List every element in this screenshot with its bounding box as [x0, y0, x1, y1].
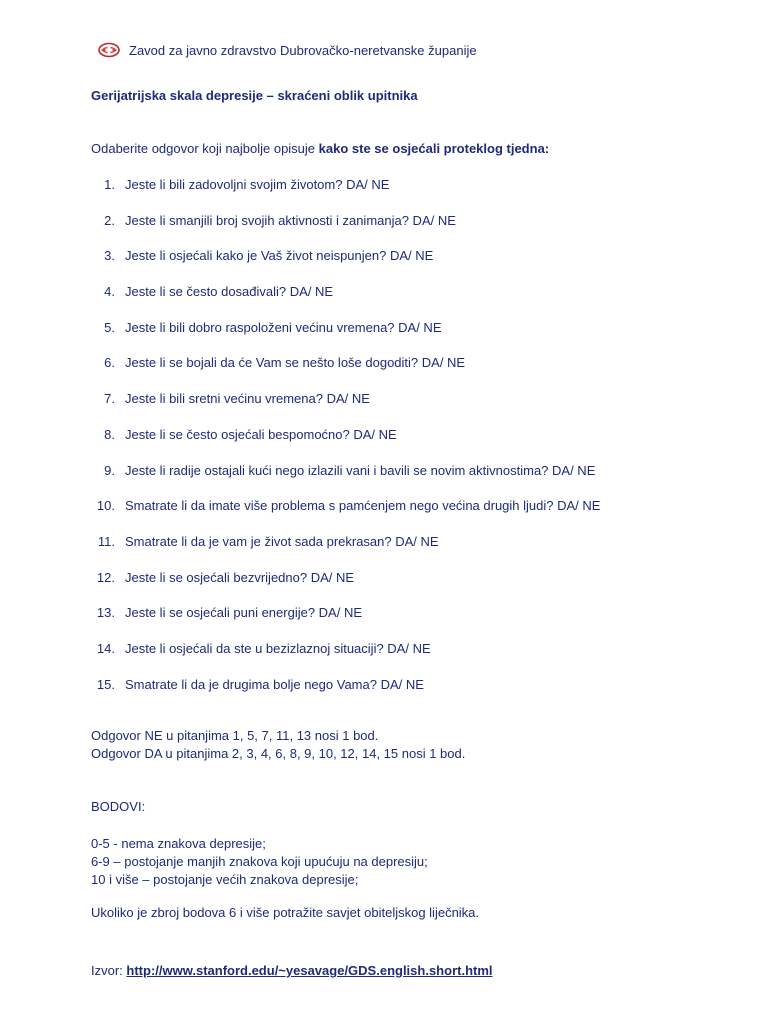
question-text: Jeste li se osjećali bezvrijedno? DA/ NE — [125, 569, 355, 585]
question-text: Jeste li osjećali kako je Vaš život neispunjen? DA/ NE — [125, 248, 434, 264]
instruction-text — [91, 141, 549, 156]
question-item — [91, 640, 600, 676]
question-item — [91, 283, 600, 319]
score-range: 10 i više – postojanje većih znakova depresije; — [91, 872, 359, 887]
scoring-rule-da: Odgovor DA u pitanjima 2, 3, 4, 6, 8, 9, 10, 12, 14, 15 nosi 1 bod. — [91, 746, 466, 761]
question-text: Jeste li bili sretni većinu vremena? DA/ NE — [125, 391, 370, 407]
question-item — [91, 426, 600, 462]
institution-name: Zavod za javno zdravstvo Dubrovačko-neretvanske županije — [129, 42, 477, 58]
question-number: 10. — [96, 498, 115, 514]
question-item — [91, 319, 600, 355]
question-text: Jeste li radije ostajali kući nego izlazili vani i bavili se novim aktivnostima? DA/ NE — [125, 462, 596, 478]
question-item — [91, 497, 600, 533]
score-range: 0-5 - nema znakova depresije; — [91, 836, 266, 851]
question-number: 14. — [96, 640, 115, 656]
question-number: 15. — [96, 676, 115, 692]
score-range: 6-9 – postojanje manjih znakova koji upućuju na depresiju; — [91, 854, 428, 869]
question-item — [91, 604, 600, 640]
question-text: Smatrate li da imate više problema s pamćenjem nego većina drugih ljudi? DA/ NE — [125, 498, 601, 514]
question-text: Jeste li bili zadovoljni svojim životom? DA/ NE — [125, 177, 390, 192]
question-item — [91, 247, 600, 283]
question-item — [91, 462, 600, 498]
question-item — [91, 533, 600, 569]
question-number: 13. — [96, 605, 115, 621]
source-line — [91, 963, 493, 978]
question-text: Jeste li se često osjećali bespomoćno? DA/ NE — [125, 426, 397, 442]
institute-logo-icon — [98, 42, 120, 58]
source-label: Izvor: — [91, 963, 127, 978]
question-number: 4. — [104, 284, 115, 300]
points-heading: BODOVI: — [91, 799, 146, 814]
instruction-emphasis: kako ste se osjećali proteklog tjedna: — [318, 141, 550, 156]
question-text: Jeste li bili dobro raspoloženi većinu vremena? DA/ NE — [125, 319, 442, 335]
source-link[interactable]: http://www.stanford.edu/~yesavage/GDS.english.short.html — [126, 963, 493, 978]
question-list — [91, 176, 600, 711]
question-text: Jeste li se bojali da će Vam se nešto loše dogoditi? DA/ NE — [125, 355, 466, 371]
question-number: 11. — [97, 533, 115, 549]
question-number: 7. — [104, 391, 115, 407]
question-number: 12. — [96, 569, 115, 585]
question-number: 5. — [104, 319, 115, 335]
question-item — [91, 176, 600, 212]
scoring-rules — [91, 727, 465, 763]
question-item — [91, 354, 600, 390]
question-text: Jeste li se osjećali puni energije? DA/ NE — [125, 605, 363, 621]
question-number: 3. — [104, 248, 115, 264]
question-text: Smatrate li da je drugima bolje nego Vama? DA/ NE — [125, 676, 424, 692]
scoring-rule-ne: Odgovor NE u pitanjima 1, 5, 7, 11, 13 nosi 1 bod. — [91, 728, 379, 743]
instruction-prefix: Odaberite odgovor koji najbolje opisuje — [91, 141, 319, 156]
page-header — [98, 42, 477, 58]
question-item — [91, 676, 600, 712]
question-text: Jeste li osjećali da ste u bezizlaznoj situaciji? DA/ NE — [125, 640, 431, 656]
question-item — [91, 212, 600, 248]
question-text: Smatrate li da je vam je život sada prekrasan? DA/ NE — [125, 533, 439, 549]
question-number: 2. — [104, 212, 115, 228]
advice-text: Ukoliko je zbroj bodova 6 i više potražite savjet obiteljskog liječnika. — [91, 905, 480, 920]
document-title: Gerijatrijska skala depresije – skraćeni oblik upitnika — [91, 88, 418, 103]
question-text: Jeste li smanjili broj svojih aktivnosti i zanimanja? DA/ NE — [125, 212, 456, 228]
question-number: 9. — [104, 462, 115, 478]
question-number: 8. — [104, 426, 115, 442]
question-item — [91, 390, 600, 426]
question-number: 6. — [104, 355, 115, 371]
question-text: Jeste li se često dosađivali? DA/ NE — [125, 284, 334, 300]
score-ranges — [91, 835, 428, 889]
question-item — [91, 569, 600, 605]
question-number: 1. — [104, 177, 115, 192]
